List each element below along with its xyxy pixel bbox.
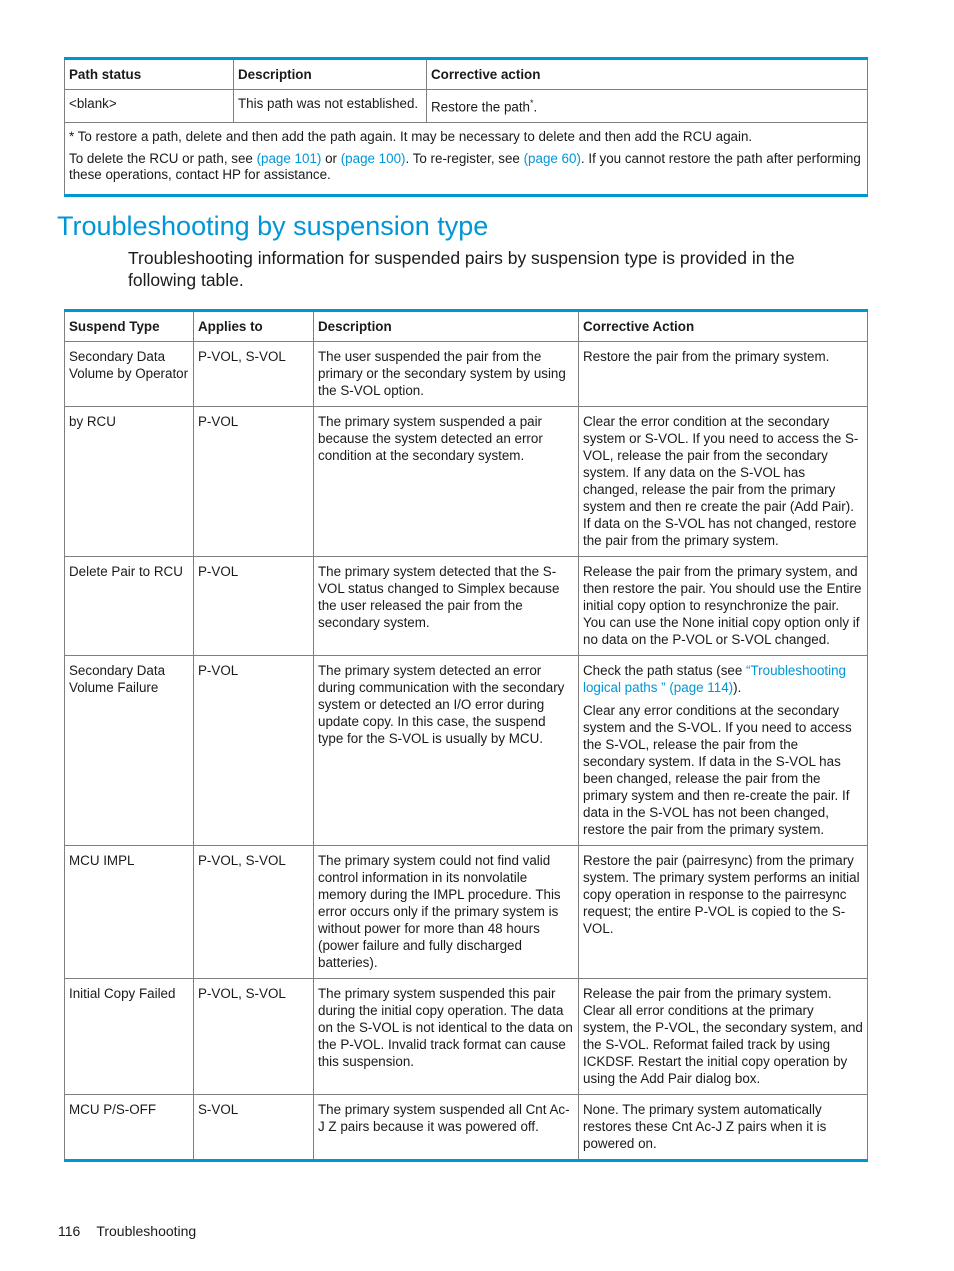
cell-suspend-type: Secondary Data Volume Failure: [65, 656, 194, 846]
cell-suspend-type: Delete Pair to RCU: [65, 557, 194, 656]
cell-corrective-action: None. The primary system automatically restores these Cnt Ac-J Z pairs when it is powered on.: [579, 1095, 868, 1161]
footnote-cell: [65, 123, 868, 196]
table-row: [65, 979, 868, 1095]
page-101-link[interactable]: (page 101): [256, 151, 322, 167]
table-row: [65, 656, 868, 846]
note-text: or: [321, 151, 341, 167]
note-text: . To re-register, see: [405, 151, 524, 167]
section-title: Troubleshooting by suspension type: [57, 211, 489, 241]
header-description: Description: [314, 311, 579, 342]
cell-corrective-action: Restore the pair from the primary system.: [579, 342, 868, 407]
cell-description: This path was not established.: [234, 90, 427, 123]
action-paragraph-2: Clear any error conditions at the secondary system and the S-VOL. If you need to access the S-VOL, release the pair from the secondary system. If data in the S-VOL has been changed, release the pair from the primary system and then re-create the pair. If data in the S-VOL has not been changed, restore the pair from the primary system.: [583, 703, 852, 837]
footnote-line-2: [69, 151, 863, 183]
action-text: Restore the path: [431, 99, 531, 115]
cell-description: The primary system suspended this pair during the initial copy operation. The data on the S-VOL is not identical to the data on the P-VOL. Invalid track format can cause this suspension.: [314, 979, 579, 1095]
cell-description: The primary system suspended a pair because the system detected an error condition at the secondary system.: [314, 407, 579, 557]
action-paragraph-1: [583, 662, 863, 696]
cell-corrective-action: [427, 90, 868, 123]
cell-applies-to: P-VOL: [194, 407, 314, 557]
cell-description: The user suspended the pair from the primary or the secondary system by using the S-VOL option.: [314, 342, 579, 407]
table-row: [65, 557, 868, 656]
header-corrective-action: Corrective action: [427, 59, 868, 90]
cell-applies-to: P-VOL: [194, 656, 314, 846]
page-footer: [58, 1222, 196, 1240]
page-number: 116: [58, 1223, 81, 1239]
page-100-link[interactable]: (page 100): [340, 151, 406, 167]
note-text: . If you cannot restore the path after performing these operations, contact HP for assistance.: [69, 151, 861, 183]
path-status-table: [64, 57, 868, 197]
header-path-status: Path status: [65, 59, 234, 90]
cell-path-status: <blank>: [65, 90, 234, 123]
cell-applies-to: S-VOL: [194, 1095, 314, 1161]
cell-applies-to: P-VOL: [194, 557, 314, 656]
footnote-line-1: * To restore a path, delete and then add the path again. It may be necessary to delete and then add the RCU again.: [69, 129, 753, 145]
cell-description: The primary system could not find valid control information in its nonvolatile memory during the IMPL procedure. This error occurs only if the primary system is without power for more than 48 hours (power failure and fully discharged batteries).: [314, 846, 579, 979]
cell-suspend-type: MCU IMPL: [65, 846, 194, 979]
table-row: [65, 342, 868, 407]
action-text: ).: [733, 680, 742, 695]
cell-corrective-action: [579, 656, 868, 846]
table-note-row: [65, 123, 868, 196]
cell-corrective-action: Restore the pair (pairresync) from the primary system. The primary system performs an initial copy operation in response to the pairresync request; the entire P-VOL is copied to the S-VOL.: [579, 846, 868, 979]
table-row: [65, 90, 868, 123]
cell-applies-to: P-VOL, S-VOL: [194, 846, 314, 979]
footer-section-name: Troubleshooting: [96, 1223, 197, 1239]
cell-description: The primary system suspended all Cnt Ac-J Z pairs because it was powered off.: [314, 1095, 579, 1161]
action-end: .: [533, 99, 538, 115]
page-60-link[interactable]: (page 60): [523, 151, 581, 167]
cell-suspend-type: MCU P/S-OFF: [65, 1095, 194, 1161]
suspension-type-table: [64, 309, 868, 1162]
section-intro: Troubleshooting information for suspended pairs by suspension type is provided in the following table.: [128, 248, 795, 290]
note-text: To delete the RCU or path, see: [69, 151, 257, 167]
cell-description: The primary system detected that the S-VOL status changed to Simplex because the user released the pair from the secondary system.: [314, 557, 579, 656]
action-text: Check the path status (see: [583, 663, 747, 678]
cell-corrective-action: Clear the error condition at the secondary system or S-VOL. If you need to access the S-VOL, release the pair from the secondary system. If any data on the S-VOL has changed, release the pair from the primary system and then re create the pair (Add Pair). If data on the S-VOL has not changed, restore the pair from the primary system.: [579, 407, 868, 557]
header-suspend-type: Suspend Type: [65, 311, 194, 342]
header-corrective-action: Corrective Action: [579, 311, 868, 342]
cell-suspend-type: Secondary Data Volume by Operator: [65, 342, 194, 407]
cell-description: The primary system detected an error during communication with the secondary system or detected an I/O error during update copy. In this case, the suspend type for the S-VOL is usually by MCU.: [314, 656, 579, 846]
header-description: Description: [234, 59, 427, 90]
cell-applies-to: P-VOL, S-VOL: [194, 342, 314, 407]
cell-corrective-action: Release the pair from the primary system, and then restore the pair. You should use the Entire initial copy option to resynchronize the pair. You can use the None initial copy option only if no data on the P-VOL or S-VOL changed.: [579, 557, 868, 656]
table-header-row: [65, 311, 868, 342]
cell-applies-to: P-VOL, S-VOL: [194, 979, 314, 1095]
table-row: [65, 846, 868, 979]
footnote-marker: *: [530, 98, 534, 108]
table-row: [65, 1095, 868, 1161]
table-row: [65, 407, 868, 557]
table-header-row: [65, 59, 868, 90]
cell-corrective-action: Release the pair from the primary system. Clear all error conditions at the primary system, the P-VOL, the secondary system, and the S-VOL. Reformat failed track by using ICKDSF. Restart the initial copy operation by using the Add Pair dialog box.: [579, 979, 868, 1095]
cell-suspend-type: by RCU: [65, 407, 194, 557]
troubleshooting-logical-paths-link[interactable]: “Troubleshooting logical paths ” (page 114): [583, 663, 847, 695]
cell-suspend-type: Initial Copy Failed: [65, 979, 194, 1095]
header-applies-to: Applies to: [194, 311, 314, 342]
